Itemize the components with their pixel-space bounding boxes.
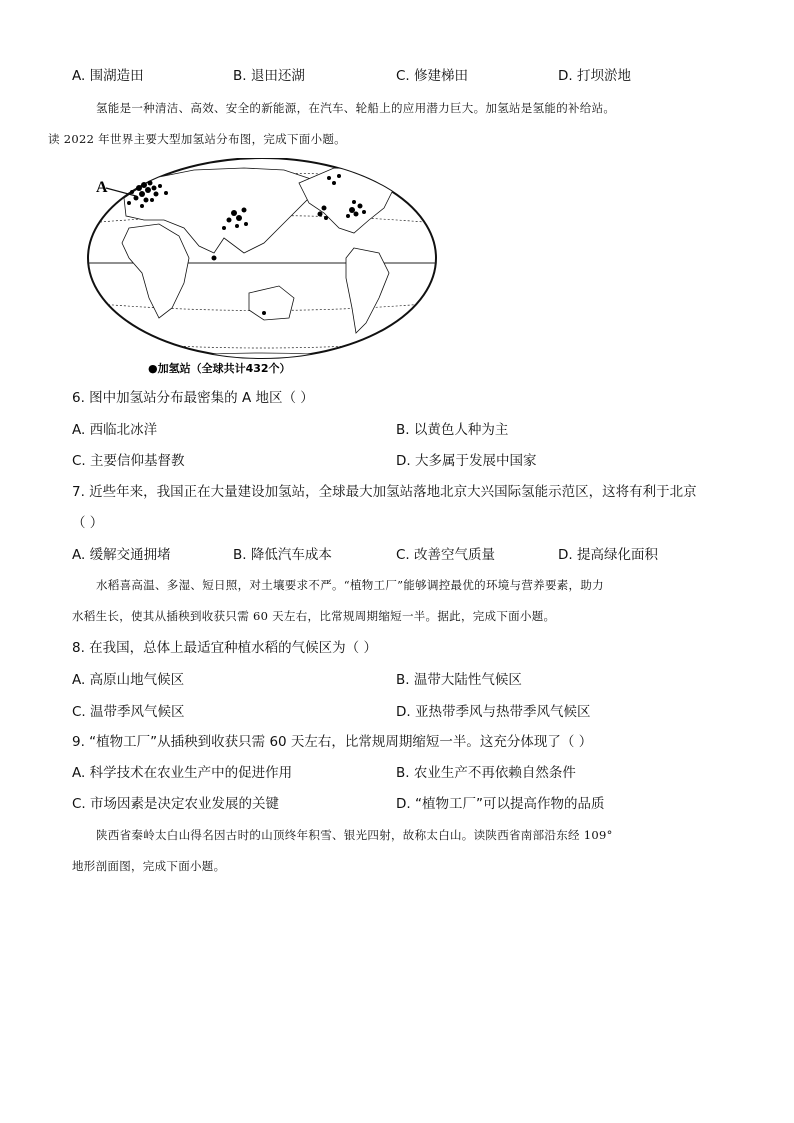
q7-option-a[interactable]: A. 缓解交通拥堵 [72,547,171,563]
map-legend: ●加氢站（全球共计432个） [148,362,291,375]
intro-taibai-line2: 地形剖面图，完成下面小题。 [72,859,226,873]
q7-option-d[interactable]: D. 提高绿化面积 [558,547,658,563]
q8-option-c[interactable]: C. 温带季风气候区 [72,704,185,720]
q8-stem: 8. 在我国，总体上最适宜种植水稻的气候区为（ ） [72,640,377,656]
q7-option-b[interactable]: B. 降低汽车成本 [233,547,332,563]
intro-taibai [72,820,722,882]
q8-option-b[interactable]: B. 温带大陆性气候区 [396,672,522,688]
q9-option-a[interactable]: A. 科学技术在农业生产中的促进作用 [72,765,293,781]
q5-option-c[interactable]: C. 修建梯田 [396,68,469,84]
q6-option-d[interactable]: D. 大多属于发展中国家 [396,453,537,469]
q5-option-d[interactable]: D. 打坝淤地 [558,68,631,84]
hydrogen-station-world-map [84,158,444,378]
intro-taibai-line1: 陕西省秦岭太白山得名因古时的山顶终年积雪、银光四射，故称太白山。读陕西省南部沿东经 109° [96,828,613,842]
q6-option-a[interactable]: A. 西临北冰洋 [72,422,158,438]
q9-stem: 9. “植物工厂”从插秧到收获只需 60 天左右，比常规周期缩短一半。这充分体现了（ ） [72,734,593,750]
intro-hydrogen-line1: 氢能是一种清洁、高效、安全的新能源，在汽车、轮船上的应用潜力巨大。加氢站是氢能的补给站。 [96,101,616,115]
intro-hydrogen-line2: 读 2022 年世界主要大型加氢站分布图，完成下面小题。 [48,132,346,146]
q9-option-b[interactable]: B. 农业生产不再依赖自然条件 [396,765,576,781]
q5-option-b[interactable]: B. 退田还湖 [233,68,305,84]
q8-option-a[interactable]: A. 高原山地气候区 [72,672,185,688]
q9-option-d[interactable]: D. “植物工厂”可以提高作物的品质 [396,796,605,812]
intro-rice-line1: 水稻喜高温、多湿、短日照，对土壤要求不严。“植物工厂”能够调控最优的环境与营养要素，助力 [96,578,604,592]
intro-rice [72,570,722,632]
label-a: A [96,179,108,196]
q5-option-a[interactable]: A. 围湖造田 [72,68,144,84]
intro-rice-line2: 水稻生长，使其从插秧到收获只需 60 天左右，比常规周期缩短一半。据此，完成下面小题。 [72,609,556,623]
q7-stem-line2: （ ） [72,515,104,531]
q8-option-d[interactable]: D. 亚热带季风与热带季风气候区 [396,704,591,720]
q6-option-b[interactable]: B. 以黄色人种为主 [396,422,509,438]
q7-option-c[interactable]: C. 改善空气质量 [396,547,496,563]
q9-option-c[interactable]: C. 市场因素是决定农业发展的关键 [72,796,280,812]
q6-stem: 6. 图中加氢站分布最密集的 A 地区（ ） [72,390,314,406]
q6-option-c[interactable]: C. 主要信仰基督教 [72,453,185,469]
intro-hydrogen [48,93,722,155]
q7-stem-line1: 7. 近些年来，我国正在大量建设加氢站，全球最大加氢站落地北京大兴国际氢能示范区，这将有利于北京 [72,484,697,500]
